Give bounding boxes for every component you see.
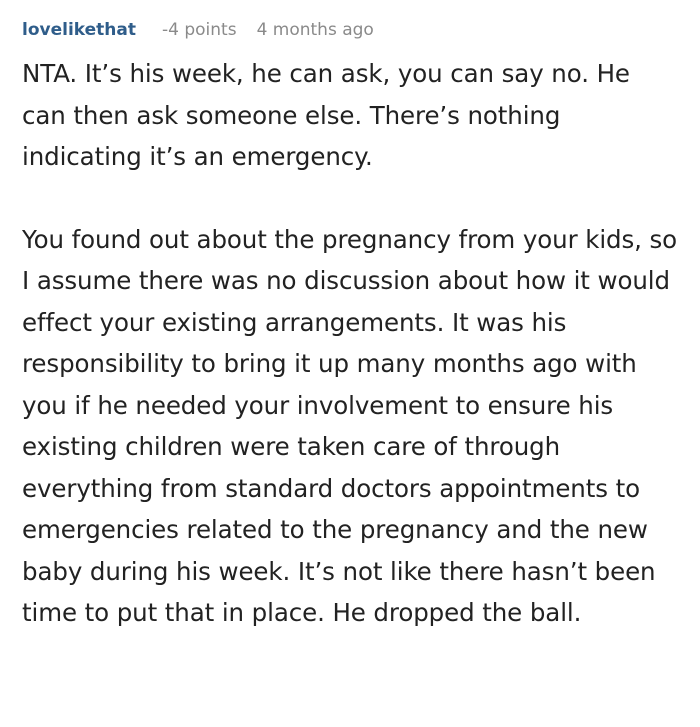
comment-username-link[interactable]: lovelikethat	[22, 20, 136, 40]
comment-timestamp[interactable]: 4 months ago	[256, 20, 374, 40]
comment-paragraph: You found out about the pregnancy from your kids, so I assume there was no discussion about how it would effect your existing arrangements. It was his responsibility to bring it up many months ago with you if he needed your involvement to ensure his existing children were taken care of through everything from standard doctors appointments to emergencies related to the pregnancy and the new baby during his week. It’s not like there hasn’t been time to put that in place. He dropped the ball.	[22, 224, 678, 627]
comment-points: -4 points	[161, 20, 237, 40]
comment-body	[22, 53, 680, 634]
comment-meta	[22, 0, 680, 49]
comment-paragraph: NTA. It’s his week, he can ask, you can say no. He can then ask someone else. There’s nothing indicating it’s an emergency.	[22, 59, 630, 171]
